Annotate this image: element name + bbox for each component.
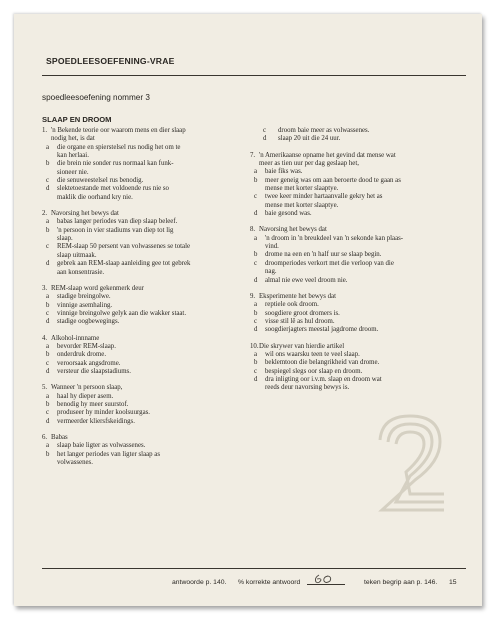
option-text: die brein nie sonder rus normaal kan funk- [57,160,174,168]
option-letter: d [46,417,50,425]
option-letter: b [46,351,50,359]
question-stem-line [42,210,242,218]
answer-option-c[interactable] [250,268,450,276]
question-6 [42,434,242,467]
option-letter: c [46,177,50,185]
option-letter: c [254,259,258,267]
answer-option-d[interactable] [42,368,242,376]
option-text: slaap. [57,235,73,243]
option-letter: a [46,342,50,350]
question-number [42,135,51,143]
question-1 [42,127,242,202]
option-letter: c [254,317,258,325]
answer-option-a[interactable] [42,152,242,160]
option-letter: b [254,176,258,184]
question-stem-line [42,384,242,392]
answer-option-c[interactable] [42,310,242,318]
left-question-column [42,127,242,475]
option-letter: a [254,234,258,242]
option-text: visse stil lê as hul droom. [265,317,335,325]
option-letter: d [254,375,258,383]
option-letter: c [46,309,50,317]
question-10 [250,343,450,393]
answer-option-c[interactable] [42,177,242,185]
option-text: vinnige asemhaling. [57,301,113,309]
answer-option-b[interactable] [42,401,242,409]
answer-option-a[interactable] [42,442,242,450]
question-stem-line [250,226,450,234]
option-letter: c [263,127,267,134]
footer-divider [42,568,466,569]
option-text: vermeerder kliersfskeidings. [57,417,135,425]
option-letter: b [254,309,258,317]
question-stem-line [42,335,242,343]
question-text: nodig het, is dat [51,135,95,143]
question-text: 'n Bekende teorie oor waarom mens en dier slaap [51,127,186,134]
question-9 [250,293,450,335]
option-text: haal hy dieper asem. [57,392,114,400]
option-text: die senuweestelsel rus benodig. [57,177,144,185]
answer-option-d[interactable] [42,318,242,326]
answer-option-b[interactable] [42,160,242,168]
option-letter [46,194,57,202]
option-letter: c [46,359,50,367]
question-number: 3. [42,284,48,292]
question-stem-line [250,293,450,301]
question-4 [42,335,242,377]
answer-option-b[interactable] [42,451,242,459]
option-text: onderdruk drome. [57,351,107,359]
answer-option-a[interactable] [250,235,450,243]
option-text: bevorder REM-slaap. [57,342,116,350]
option-text: slaap 20 uit die 24 uur. [278,135,341,143]
question-number: 5. [42,384,48,392]
question-stem-line [42,434,242,442]
option-letter: a [46,218,50,226]
option-text: het langer periodes van ligter slaap as [57,450,160,458]
question-number: 6. [42,434,48,441]
option-letter [254,268,265,276]
option-letter [254,202,265,210]
option-letter: b [46,400,50,408]
option-text: nag. [265,268,277,276]
question-stem-line [250,152,450,160]
right-question-column [250,127,450,401]
option-text: reptiele ook droom. [265,301,319,309]
answer-option-a[interactable] [250,351,450,359]
option-letter: d [46,318,50,326]
option-letter: c [46,409,50,417]
answer-option-b[interactable] [42,235,242,243]
answer-option-a[interactable] [250,168,450,176]
answer-option-d[interactable] [250,210,450,218]
correct-answers-label: % korrekte antwoord [238,579,301,586]
option-letter: b [46,226,50,234]
option-text: almal nie ewe veel droom nie. [265,276,348,284]
question-text: 'n Amerikaanse opname het gevind dat mense wat [259,151,396,159]
option-letter [46,269,57,277]
option-letter: a [46,293,50,301]
question-stem-line [250,160,450,168]
option-text: wil ons waarsku teen te veel slaap. [265,350,360,358]
option-letter: b [254,359,258,367]
option-letter: a [254,168,258,176]
option-text: versteur die slaapstadiums. [57,367,131,375]
question-stem-line [42,127,242,135]
option-text: kan herlaai. [57,152,89,160]
question-text: Navorsing het bewys dat [259,226,327,234]
answer-option-b[interactable] [250,310,450,318]
question-number: 9. [250,292,256,300]
option-letter: a [46,392,50,400]
option-letter: b [46,450,50,458]
option-text: drome na een en 'n half uur se slaap begin. [265,251,382,259]
option-letter: a [254,350,258,358]
question-number: 7. [250,151,256,159]
option-text: benodig hy meer suurstof. [57,400,129,408]
question-stem-line [42,135,242,143]
page-number: 15 [449,579,457,586]
answer-option-c[interactable] [259,127,450,135]
option-letter [46,169,57,177]
question-text: Navorsing het bewys dat [51,210,119,218]
answer-option-c[interactable] [250,368,450,376]
score-field[interactable] [307,574,345,585]
option-text: slektetoestande met voldoende rus nie so [57,185,169,193]
record-reference: teken begrip aan p. 146. [364,579,438,586]
question-8 [250,226,450,284]
option-letter [46,235,57,243]
option-text: slaap baie ligter as volwassenes. [57,442,146,450]
option-text: aan konsentrasie. [57,268,105,276]
option-letter: a [254,301,258,309]
question-text: Eksperimente het bewys dat [259,292,336,300]
option-text: babas langer periodes van diep slaap beleef. [57,218,178,226]
option-letter: a [46,442,50,450]
option-letter: d [46,185,50,193]
question-number: 4. [42,334,48,342]
option-letter: b [46,301,50,309]
option-text: REM-slaap 50 persent van volwassenes se totale [57,243,191,251]
answer-option-d[interactable] [259,135,450,143]
page-header: SPOEDLEESOEFENING-VRAE [46,56,175,66]
option-letter: d [254,326,258,334]
option-text: gebrek aan REM-slaap aanleiding gee tot gebrek [57,260,191,268]
answer-option-b[interactable] [250,251,450,259]
answer-option-d[interactable] [42,269,242,277]
option-letter: c [46,243,50,251]
header-divider [42,75,466,76]
option-text: sioneer nie. [57,168,89,176]
answer-option-d[interactable] [250,277,450,285]
question-text: Babas [51,434,68,441]
option-letter: b [254,251,258,259]
option-letter [254,185,265,193]
option-text: dra inligting oor i.v.m. slaap en droom wat [265,375,382,383]
question-text: Alkohol-innname [51,334,100,342]
question-text: Die skrywer van hierdie artikel [259,342,345,350]
option-text: droomperiodes verkort met die verloop van die [265,259,394,267]
option-text: slaap uitmaak. [57,251,97,259]
option-text: soogdierjagters meestal jagdrome droom. [265,326,379,334]
option-text: mense met korter slaaptye. [265,201,339,209]
answers-reference: antwoorde p. 140. [172,579,227,586]
answer-option-a[interactable] [42,393,242,401]
option-text: veroorsaak angsdrome. [57,359,121,367]
option-text: baie fiks was. [265,168,303,176]
option-text: beklemtoon die belangrikheid van drome. [265,359,380,367]
answer-option-a[interactable] [42,218,242,226]
answer-option-a[interactable] [42,293,242,301]
option-text: soogdiere groot dromers is. [265,309,340,317]
answer-option-b[interactable] [42,459,242,467]
answer-option-c[interactable] [250,193,450,201]
question-number: 10. [250,342,259,350]
option-text: maklik die oorhand kry nie. [57,193,133,201]
option-letter: b [46,160,50,168]
option-text: volwassenes. [57,459,93,467]
answer-option-b[interactable] [42,302,242,310]
option-text: baie gesond was. [265,210,312,218]
option-text: mense met korter slaaptye. [265,185,339,193]
option-text: 'n droom in 'n breukdeel van 'n sekonde kan plaas- [265,234,404,242]
option-letter [46,152,57,160]
option-letter: c [254,367,258,375]
answer-option-b[interactable] [42,351,242,359]
answer-option-c[interactable] [42,409,242,417]
option-text: produseer hy minder koolsuurgas. [57,409,151,417]
option-letter: d [254,210,258,218]
option-letter: c [254,193,258,201]
option-text: stadige breingolwe. [57,293,111,301]
answer-option-b[interactable] [42,169,242,177]
option-text: 'n persoon in vier stadiums van diep tot lig [57,226,174,234]
option-letter [254,243,265,251]
question-7 [250,152,450,219]
question-text: REM-slaap word gekenmerk deur [51,284,144,292]
question-6-continuation [250,127,450,144]
answer-option-c[interactable] [42,243,242,251]
option-text: droom baie meer as volwassenes. [278,127,370,134]
answer-option-a[interactable] [250,243,450,251]
answer-option-a[interactable] [250,301,450,309]
answer-option-c[interactable] [42,252,242,260]
option-text: vind. [265,243,279,251]
section-title: SLAAP EN DROOM [42,115,112,124]
answer-option-b[interactable] [250,177,450,185]
answer-option-c[interactable] [42,360,242,368]
answer-option-c[interactable] [250,318,450,326]
answer-option-a[interactable] [42,343,242,351]
answer-option-c[interactable] [250,202,450,210]
option-letter: d [263,135,267,143]
answer-option-d[interactable] [250,376,450,384]
question-stem-line [42,285,242,293]
option-text: bespiegel slegs oor slaap en droom. [265,367,363,375]
answer-option-d[interactable] [250,326,450,334]
answer-option-d[interactable] [250,384,450,392]
watermark-number-graphic [370,410,450,520]
option-text: reeds deur navorsing bewys is. [265,384,350,392]
option-letter: d [46,260,50,268]
option-text: meer geneig was om aan beroerte dood te gaan as [265,176,401,184]
question-text: Wanneer 'n persoon slaap, [51,384,123,392]
question-3 [42,285,242,327]
option-text: die organe en spierstelsel rus nodig het om te [57,143,181,151]
option-letter [46,252,57,260]
question-5 [42,384,242,426]
question-number: 2. [42,210,48,218]
answer-option-d[interactable] [42,260,242,268]
option-letter: d [254,276,258,284]
question-text: meer as tien uur per dag geslaap het, [259,160,359,168]
question-2 [42,210,242,277]
answer-option-d[interactable] [42,194,242,202]
question-number [250,160,259,168]
exercise-subtitle: spoedleesoefening nommer 3 [42,93,150,102]
answer-option-b[interactable] [250,359,450,367]
answer-option-b[interactable] [42,227,242,235]
answer-option-d[interactable] [42,418,242,426]
answer-option-d[interactable] [42,185,242,193]
answer-option-c[interactable] [250,260,450,268]
option-letter: d [46,367,50,375]
option-text: twee keer minder hartaanvalle gekry het as [265,193,383,201]
option-text: stadige oogbewegings. [57,318,120,326]
option-letter [254,384,265,392]
option-letter [46,459,57,467]
handwritten-score [313,574,343,584]
question-number: 8. [250,226,256,234]
option-letter: a [46,143,50,151]
option-text: vinnige breingolwe gelyk aan die wakker staat. [57,309,187,317]
answer-option-a[interactable] [42,144,242,152]
question-number: 1. [42,127,48,134]
answer-option-b[interactable] [250,185,450,193]
question-stem-line [250,343,450,351]
